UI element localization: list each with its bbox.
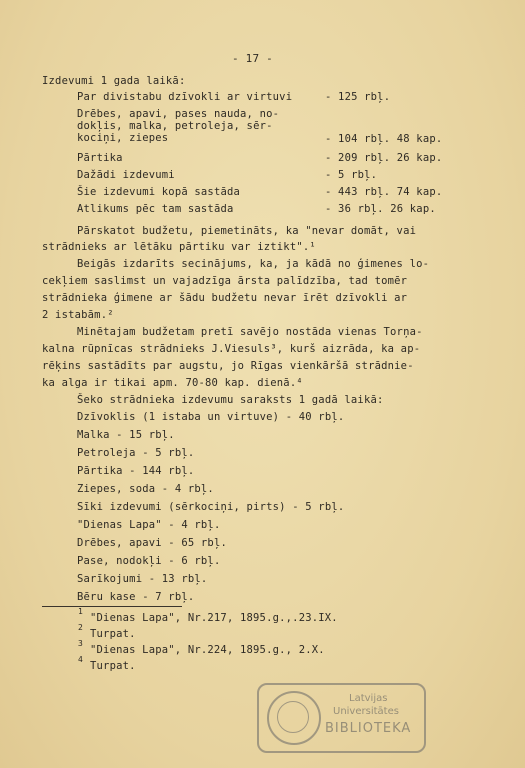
list-item: Malka - 15 rbļ. (77, 429, 175, 441)
library-stamp (257, 683, 426, 753)
stamp-line: BIBLIOTEKA (325, 721, 412, 736)
expense-label: Par divistabu dzīvokli ar virtuvi (77, 91, 293, 103)
expense-label: Atlikums pēc tam sastāda (77, 203, 234, 215)
expense-amount: - 104 rbļ. 48 kap. (325, 133, 443, 145)
expense-label: Drēbes, apavi, pases nauda, no- (77, 108, 280, 120)
page-number: - 17 - (232, 52, 273, 65)
expense-label: Pārtika (77, 152, 123, 164)
body-line: strādnieks ar lētāku pārtiku var iztikt".¹ (42, 241, 316, 253)
footnote-text: Turpat. (90, 628, 136, 640)
list-item: Sīki izdevumi (sērkociņi, pirts) - 5 rbļ. (77, 501, 345, 513)
expense-amount: - 36 rbļ. 26 kap. (325, 203, 436, 215)
expense-amount: - 443 rbļ. 74 kap. (325, 186, 443, 198)
expense-label: kociņi, ziepes (77, 132, 169, 144)
footnote-mark: 3 (78, 639, 84, 648)
footnote-text: "Dienas Lapa", Nr.224, 1895.g., 2.X. (90, 644, 325, 656)
footnote-text: "Dienas Lapa", Nr.217, 1895.g.,.23.IX. (90, 612, 338, 624)
list-item: Petroleja - 5 rbļ. (77, 447, 195, 459)
list-item: Sarīkojumi - 13 rbļ. (77, 573, 208, 585)
body-line: kalna rūpnīcas strādnieks J.Viesuls³, kurš aizrāda, ka ap- (42, 343, 421, 355)
footnote-text: Turpat. (90, 660, 136, 672)
expense-amount: - 5 rbļ. (325, 169, 378, 181)
body-line: cekļiem saslimst un vajadzīga ārsta palīdzība, tad tomēr (42, 275, 408, 287)
body-line: rēķins sastādīts par augstu, jo Rīgas vienkāršā strādnie- (42, 360, 414, 372)
footnote-mark: 2 (78, 623, 84, 632)
body-line: Šeko strādnieka izdevumu saraksts 1 gadā laikā: (77, 394, 384, 406)
expense-amount: - 209 rbļ. 26 kap. (325, 152, 443, 164)
body-line: ka alga ir tikai apm. 70-80 kap. dienā.⁴ (42, 377, 303, 389)
expenses-heading: Izdevumi 1 gada laikā: (42, 75, 186, 87)
footnote-mark: 4 (78, 655, 84, 664)
expense-label: dokļis, malka, petroleja, sēr- (77, 120, 273, 132)
list-item: Pārtika - 144 rbļ. (77, 465, 195, 477)
list-item: "Dienas Lapa" - 4 rbļ. (77, 519, 221, 531)
stamp-line: Latvijas (349, 693, 388, 704)
expense-amount: - 125 rbļ. (325, 91, 391, 103)
stamp-line: Universitātes (333, 706, 399, 717)
footnote-mark: 1 (78, 607, 84, 616)
expense-label: Dažādi izdevumi (77, 169, 175, 181)
list-item: Bēru kase - 7 rbļ. (77, 591, 195, 603)
body-line: Pārskatot budžetu, piemetināts, ka "nevar domāt, vai (77, 225, 417, 237)
seal-emblem-icon (267, 691, 321, 745)
list-item: Drēbes, apavi - 65 rbļ. (77, 537, 227, 549)
body-line: Beigās izdarīts secinājums, ka, ja kādā no ģimenes lo- (77, 258, 430, 270)
list-item: Ziepes, soda - 4 rbļ. (77, 483, 214, 495)
list-item: Pase, nodokļi - 6 rbļ. (77, 555, 221, 567)
body-line: Minētajam budžetam pretī savējo nostāda vienas Torņa- (77, 326, 423, 338)
body-line: strādnieka ģimene ar šādu budžetu nevar īrēt dzīvokli ar (42, 292, 408, 304)
list-item: Dzīvoklis (1 istaba un virtuve) - 40 rbļ. (77, 411, 345, 423)
footnote-separator (42, 606, 182, 607)
body-line: 2 istabām.² (42, 309, 114, 321)
expense-label: Šie izdevumi kopā sastāda (77, 186, 241, 198)
